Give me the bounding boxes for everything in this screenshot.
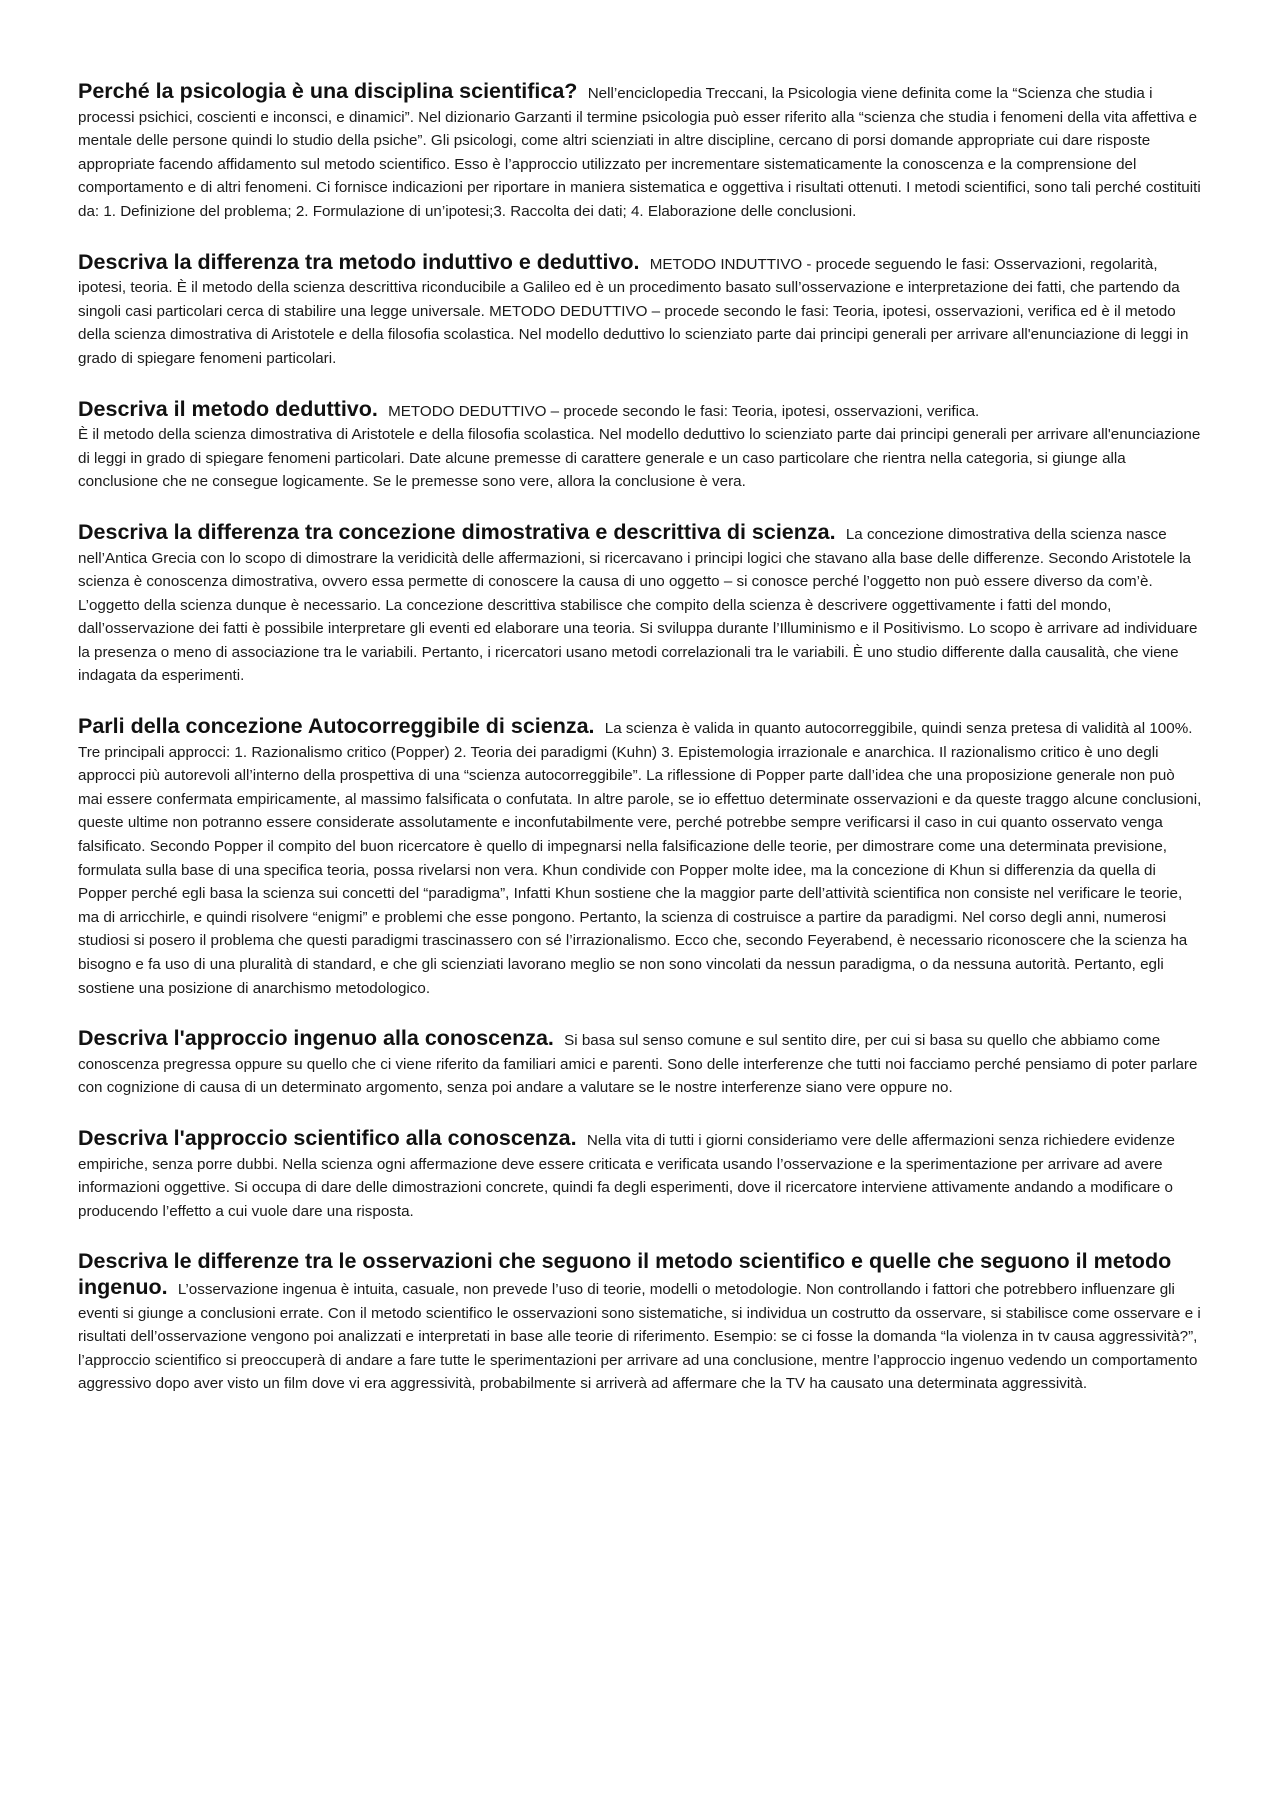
section-question: Parli della concezione Autocorreggibile di scienza. bbox=[78, 714, 595, 739]
section-approccio-ingenuo bbox=[78, 1027, 1202, 1100]
section-answer: La concezione dimostrativa della scienza nasce nell’Antica Grecia con lo scopo di dimostrare la veridicità delle affermazioni, si ricercavano i principi logici che stavano alla base delle differenze. Secondo Aristotele la scienza è conoscenza dimostrativa, ovvero essa permette di conoscere la causa di uno oggetto – si conosce perché l’oggetto non può essere diverso da com’è. L’oggetto della scienza dunque è necessario. La concezione descrittiva stabilisce che compito della scienza è descrivere oggettivamente i fatti del mondo, dall’osservazione dei fatti è possibile interpretare gli eventi ed elaborare una teoria. Si sviluppa durante l’Illuminismo e il Positivismo. Lo scopo è arrivare ad individuare la presenza o meno di associazione tra le variabili. Pertanto, i ricercatori usano metodi correlazionali tra le variabili. È uno studio differente dalla causalità, che viene indagata da esperimenti. bbox=[78, 525, 1198, 685]
section-question: Descriva l'approccio scientifico alla conoscenza. bbox=[78, 1125, 577, 1150]
section-question: Perché la psicologia è una disciplina scientifica? bbox=[78, 79, 578, 103]
section-answer: Nell’enciclopedia Treccani, la Psicologia viene definita come la “Scienza che studia i processi psichici, coscienti e inconsci, e dinamici”. Nel dizionario Garzanti il termine psicologia può esser riferito alla “scienza che studia i fenomeni della vita affettiva e mentale delle persone quindi lo studio della psiche”. Gli psicologi, come altri scienziati in altre discipline, cercano di porsi domande appropriate cui dare risposte appropriate facendo affidamento sul metodo scientifico. Esso è l’approccio utilizzato per incrementare sistematicamente la conoscenza e la comprensione del comportamento e di altri fenomeni. Ci fornisce indicazioni per riportare in maniera sistematica e oggettiva i risultati ottenuti. I metodi scientifici, sono tali perché costituiti da: 1. Definizione del problema; 2. Formulazione di un’ipotesi;3. Raccolta dei dati; 4. Elaborazione delle conclusioni. bbox=[78, 85, 1201, 220]
section-dimostrativa-descrittiva bbox=[78, 521, 1202, 688]
section-answer: METODO DEDUTTIVO – procede secondo le fasi: Teoria, ipotesi, osservazioni, verifica. bbox=[388, 402, 980, 420]
section-question: Descriva le differenze tra le osservazioni che seguono il metodo scientifico e quelle che seguono il metodo ingenuo. bbox=[78, 1249, 1172, 1299]
section-question: Descriva l'approccio ingenuo alla conoscenza. bbox=[78, 1026, 554, 1051]
section-autocorreggibile bbox=[78, 715, 1202, 1000]
section-question: Descriva il metodo deduttivo. bbox=[78, 396, 378, 421]
section-answer: Si basa sul senso comune e sul sentito dire, per cui si basa su quello che abbiamo come conoscenza pregressa oppure su quello che ci viene riferito da familiari amici e parenti. Sono delle interferenze che tutti noi facciamo perché pensiamo di poter parlare con cognizione di causa di un determinato argomento, senza poi andare a valutare se le nostre interferenze siano vere oppure no. bbox=[78, 1032, 1198, 1097]
section-answer: La scienza è valida in quanto autocorreggibile, quindi senza pretesa di validità al 100%. Tre principali approcci: 1. Razionalismo critico (Popper) 2. Teoria dei paradigmi (Kuhn) 3. Epistemologia irrazionale e anarchica. Il razionalismo critico è uno degli approcci più autorevoli all’interno della prospettiva di una “scienza autocorreggibile”. La riflessione di Popper parte dall’idea che una proposizione generale non può mai essere confermata empiricamente, al massimo falsificata o confutata. In altre parole, se io effettuo determinate osservazioni e da queste traggo alcune conclusioni, queste ultime non potranno essere considerate assolutamente e inconfutabilmente vere, perché potrebbe sempre verificarsi il caso in cui quanto osservato venga falsificato. Secondo Popper il compito del buon ricercatore è quello di impegnarsi nella falsificazione delle teorie, per dimostrare come una determinata previsione, formulata sulla base di una specifica teoria, possa rivelarsi non vera. Khun condivide con Popper molte idee, ma la concezione di Khun si differenzia da quella di Popper perché egli basa la scienza sui concetti del “paradigma”, Infatti Khun sostiene che la maggior parte dell’attività scientifica non consiste nel verificare le teorie, ma di arricchirle, e quindi risolvere “enigmi” e problemi che esse pongono. Pertanto, la scienza di costruisce a partire da paradigmi. Nel corso degli anni, numerosi studiosi si posero il problema che questi paradigmi trascinassero con sé l’irrazionalismo. Ecco che, secondo Feyerabend, è necessario riconoscere che la scienza ha bisogno e fa uso di una pluralità di standard, e che gli scienziati lavorano meglio se non sono vincolati da nessun paradigma, o da nessuna autorità. Pertanto, egli sostiene una posizione di anarchismo metodologico. bbox=[78, 720, 1202, 997]
section-answer: Nella vita di tutti i giorni consideriamo vere delle affermazioni senza richiedere evidenze empiriche, senza porre dubbi. Nella scienza ogni affermazione deve essere criticata e verificata usando l’osservazione e la sperimentazione per arrivare ad avere informazioni oggettive. Si occupa di dare delle dimostrazioni concrete, quindi fa degli esperimenti, dove il ricercatore interviene attivamente andando a modificare o producendo l’effetto a cui vuole dare una risposta. bbox=[78, 1131, 1175, 1220]
section-answer-continued: È il metodo della scienza dimostrativa di Aristotele e della filosofia scolastica. Nel modello deduttivo lo scienziato parte dai principi generali per arrivare all'enunciazione di leggi in grado di spiegare fenomeni particolari. Date alcune premesse di carattere generale e un caso particolare che rientra nella categoria, si giunge alla conclusione che ne consegue logicamente. Se le premesse sono vere, allora la conclusione è vera. bbox=[78, 426, 1201, 491]
section-osservazioni-differenze bbox=[78, 1250, 1202, 1396]
section-question: Descriva la differenza tra metodo induttivo e deduttivo. bbox=[78, 249, 640, 274]
section-answer: L’osservazione ingenua è intuita, casuale, non prevede l’uso di teorie, modelli o metodologie. Non controllando i fattori che potrebbero influenzare gli eventi si giunge a conclusioni errate. Con il metodo scientifico le osservazioni sono sistematiche, si individua un costrutto da osservare, si stabilisce come osservare e i risultati dell’osservazione vengono poi analizzati e interpretati in base alle teorie di riferimento. Esempio: se ci fosse la domanda “la violenza in tv causa aggressività?”, l’approccio scientifico si preoccuperà di andare a fare tutte le sperimentazioni per arrivare ad una conclusione, mentre l’approccio ingenuo vedendo un comportamento aggressivo dopo aver visto un film dove vi era aggressività, probabilmente si arriverà ad affermare che la TV ha causato una determinata aggressività. bbox=[78, 1280, 1201, 1393]
section-approccio-scientifico bbox=[78, 1127, 1202, 1223]
document-body bbox=[78, 80, 1202, 1423]
section-question: Descriva la differenza tra concezione dimostrativa e descrittiva di scienza. bbox=[78, 519, 836, 544]
section-psicologia-scientifica bbox=[78, 80, 1202, 224]
section-metodo-deduttivo bbox=[78, 398, 1202, 494]
section-answer: METODO INDUTTIVO - procede seguendo le fasi: Osservazioni, regolarità, ipotesi, teoria. È il metodo della scienza descrittiva riconducibile a Galileo ed è un procedimento basato sull’osservazione e interpretazione dei fatti, che partendo da singoli casi particolari cerca di stabilire una legge universale. METODO DEDUTTIVO – procede secondo le fasi: Teoria, ipotesi, osservazioni, verifica ed è il metodo della scienza dimostrativa di Aristotele e della filosofia scolastica. Nel modello deduttivo lo scienziato parte dai principi generali per arrivare all'enunciazione di leggi in grado di spiegare fenomeni particolari. bbox=[78, 255, 1189, 367]
section-induttivo-deduttivo bbox=[78, 251, 1202, 371]
